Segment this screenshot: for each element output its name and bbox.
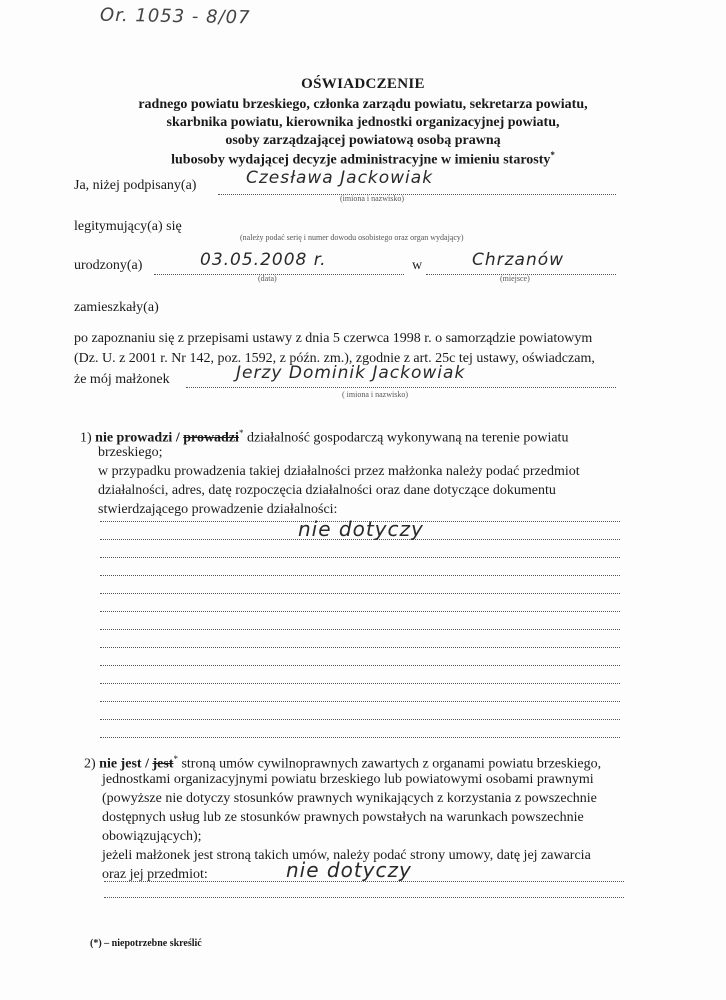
reference-number: Or. 1053 - 8/07 — [99, 4, 251, 29]
subtitle-line-2: skarbnika powiatu, kierownika jednostki organizacyjnej powiatu, — [166, 115, 560, 130]
section-1-rest: działalność gospodarczą wykonywaną na terenie powiatu — [246, 430, 569, 446]
section-1-number: 1) — [80, 430, 92, 446]
spouse-note: ( imiona i nazwisko) — [342, 390, 408, 399]
section-1-star: * — [238, 428, 244, 438]
section-2-number: 2) — [84, 756, 96, 772]
section-1-answer-line — [100, 682, 620, 684]
section-2-body-1: jednostkami organizacyjnymi powiatu brzeskiego lub powiatowymi osobami prawnymi — [102, 772, 594, 787]
section-1-answer-line — [100, 664, 620, 666]
born-place: Chrzanów — [472, 250, 565, 270]
section-2-answer-line — [104, 896, 624, 898]
section-2-body-6: oraz jej przedmiot: — [102, 867, 208, 882]
section-1-body-3: stwierdzającego prowadzenie działalności: — [98, 502, 338, 517]
section-2-struck: jest — [152, 756, 174, 772]
born-date-line — [154, 273, 404, 275]
footnote: (*) – niepotrzebne skreślić — [90, 938, 202, 949]
intro-line-1: po zapoznaniu się z przepisami ustawy z dnia 5 czerwca 1998 r. o samorządzie powiatowym — [74, 331, 593, 346]
id-label: legitymujący(a) się — [74, 219, 182, 234]
document-title: OŚWIADCZENIE — [301, 76, 425, 92]
section-1-negative: nie prowadzi — [95, 430, 173, 446]
section-1-answer-line — [100, 700, 620, 702]
section-1-answer-line — [100, 556, 620, 558]
section-2-handwritten: nie dotyczy — [286, 858, 412, 882]
signed-value: Czesława Jackowiak — [246, 168, 434, 188]
subtitle-prefix: lub — [171, 152, 191, 168]
section-1-answer-line — [100, 646, 620, 648]
subtitle-line-3: osoby zarządzającej powiatową osobą prawną — [225, 133, 501, 148]
section-1-answer-line — [100, 736, 620, 738]
born-label: urodzony(a) — [74, 258, 143, 273]
id-note: (należy podać serię i numer dowodu osobistego oraz organ wydający) — [240, 233, 464, 242]
section-1-answer-line — [100, 628, 620, 630]
spouse-value: Jerzy Dominik Jackowiak — [236, 363, 466, 383]
section-1-struck: prowadzi — [183, 430, 239, 446]
subtitle-rest: osoby wydającej decyzje administracyjne w imieniu starosty — [190, 152, 551, 168]
section-2-body-4: obowiązujących); — [102, 829, 202, 844]
section-1-answer-line — [100, 592, 620, 594]
section-2-separator: / — [145, 756, 149, 772]
born-in-label: w — [412, 258, 423, 273]
section-1-line-2: brzeskiego; — [98, 445, 163, 460]
subtitle-line-1: radnego powiatu brzeskiego, członka zarządu powiatu, sekretarza powiatu, — [138, 97, 588, 112]
section-2-body-5: jeżeli małżonek jest stroną takich umów, należy podać strony umowy, datę jej zawarcia — [102, 848, 591, 863]
section-2-negative: nie jest — [99, 756, 142, 772]
signed-label: Ja, niżej podpisany(a) — [74, 178, 197, 193]
section-1-answer-line — [100, 610, 620, 612]
spouse-line — [186, 386, 616, 388]
section-1-answer-line — [100, 574, 620, 576]
section-2-rest: stroną umów cywilnoprawnych zawartych z organami powiatu brzeskiego, — [181, 756, 602, 772]
section-1-handwritten: nie dotyczy — [298, 517, 424, 541]
signed-note: (imiona i nazwisko) — [340, 194, 404, 203]
intro-line-2: (Dz. U. z 2001 r. Nr 142, poz. 1592, z późn. zm.), zgodnie z art. 25c tej ustawy, oświadczam, — [74, 351, 595, 366]
section-1-separator: / — [175, 430, 180, 446]
spouse-label: że mój małżonek — [74, 372, 170, 387]
section-2-body-3: dostępnych usług lub ze stosunków prawnych powstałych na warunkach powszechnie — [102, 810, 584, 825]
section-2-body-2: (powyższe nie dotyczy stosunków prawnych wynikających z korzystania z powszechnie — [102, 791, 597, 806]
born-place-note: (miejsce) — [500, 274, 530, 283]
section-1-body-2: działalności, adres, datę rozpoczęcia działalności oraz dane dotyczące dokumentu — [98, 483, 556, 498]
subtitle-asterisk: * — [550, 150, 555, 160]
born-date-note: (data) — [258, 274, 277, 283]
residence-label: zamieszkały(a) — [74, 300, 159, 315]
section-1-answer-line — [100, 718, 620, 720]
signed-line — [218, 193, 616, 195]
born-date: 03.05.2008 r. — [200, 250, 327, 270]
section-1-body-1: w przypadku prowadzenia takiej działalności przez małżonka należy podać przedmiot — [98, 464, 580, 479]
section-2-star: * — [173, 754, 178, 764]
subtitle-line-4 — [0, 146, 726, 170]
